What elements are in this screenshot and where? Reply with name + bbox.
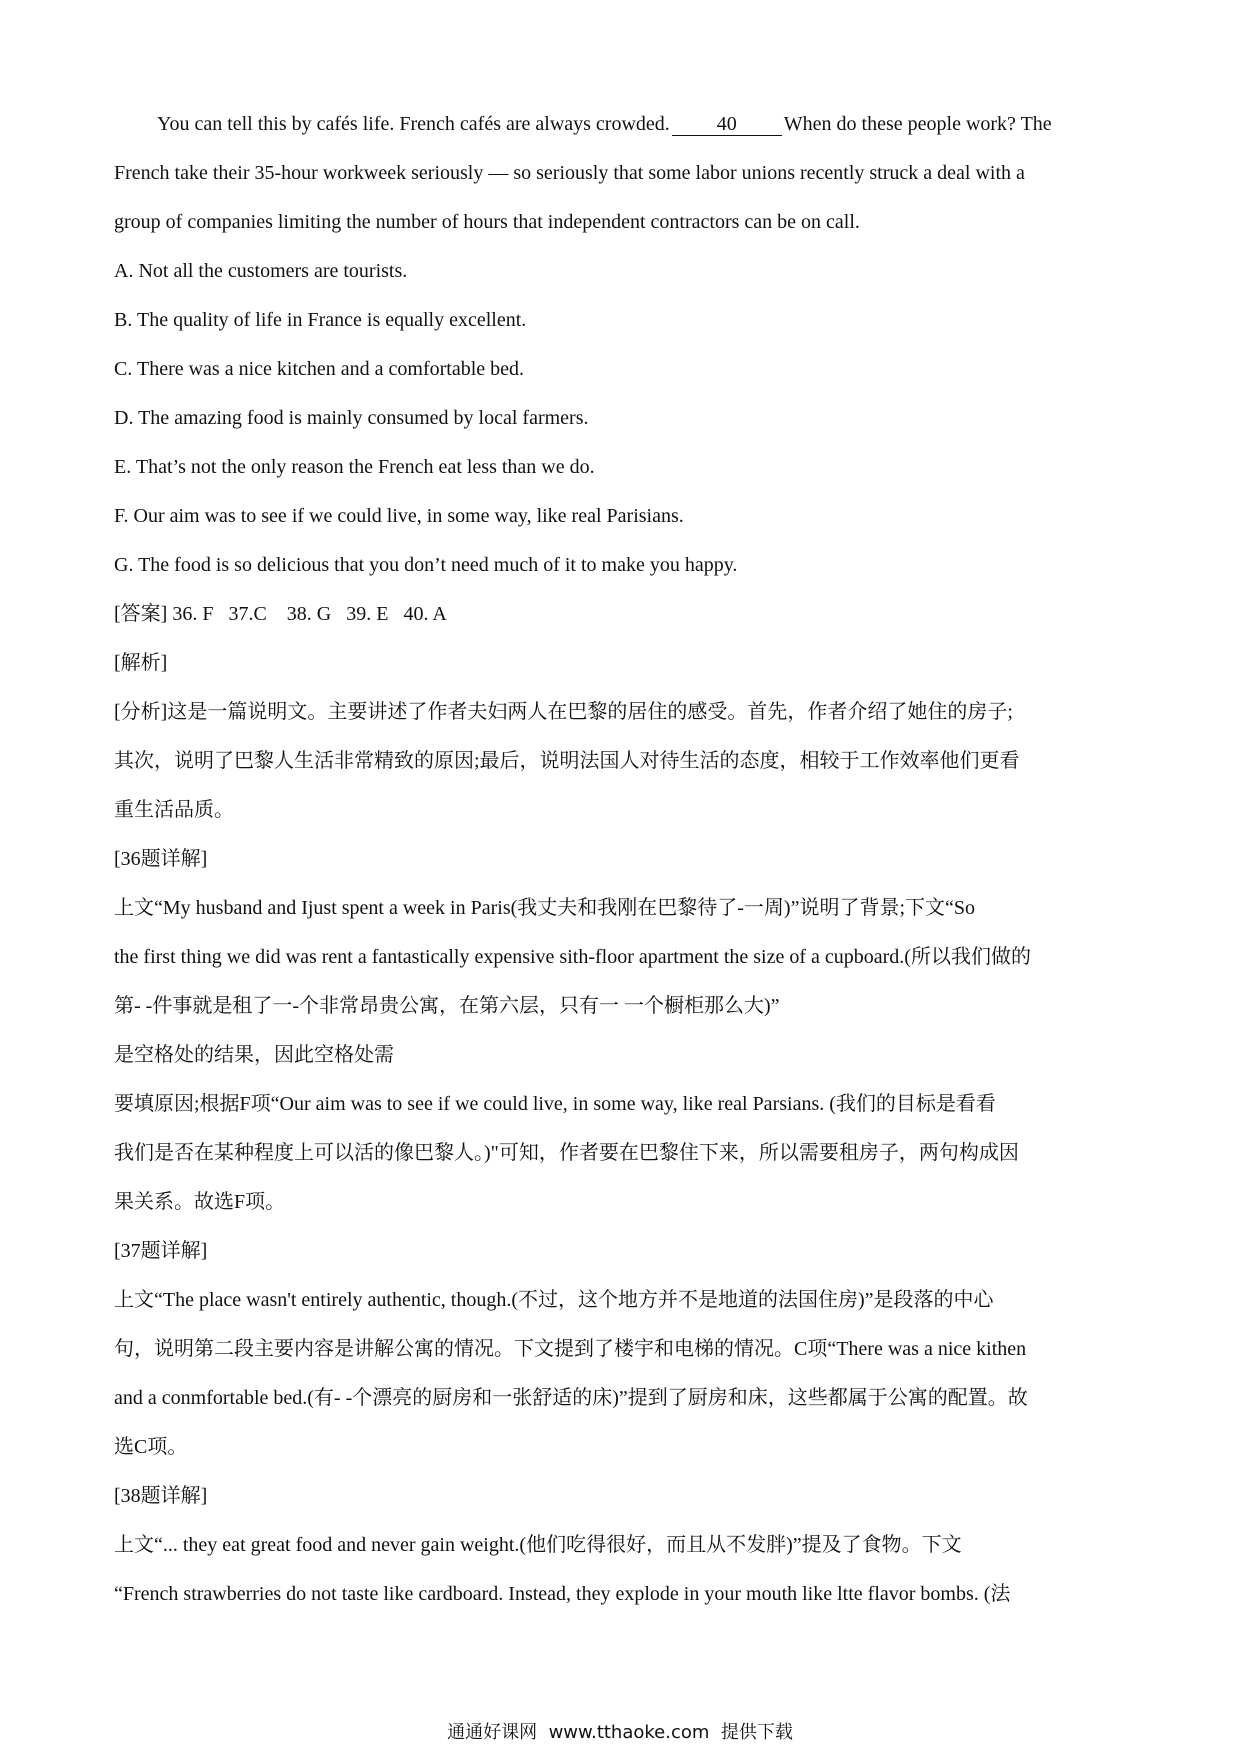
q36-line: 第- -件事就是租了一-个非常昂贵公寓，在第六层，只有一 一个橱柜那么大)” (114, 995, 780, 1017)
option-f: F. Our aim was to see if we could live, in some way, like real Parisians. (114, 505, 684, 527)
option-d: D. The amazing food is mainly consumed by local farmers. (114, 407, 589, 429)
option-c: C. There was a nice kitchen and a comfortable bed. (114, 358, 525, 380)
passage-line-2: French take their 35-hour workweek seriously — so seriously that some labor unions recently struck a deal with a (114, 162, 1025, 184)
passage-line-3: group of companies limiting the number of hours that independent contractors can be on call. (114, 211, 860, 233)
passage-text: When do these people work? The (783, 113, 1052, 135)
q36-line: 要填原因;根据F项“Our aim was to see if we could live, in some way, like real Parsians. (我们的目标是看看 (114, 1093, 996, 1115)
q36-line: 果关系。故选F项。 (114, 1191, 286, 1213)
analysis-heading: [解析] (114, 652, 168, 674)
blank-40: 40 (672, 113, 782, 136)
q38-line: 上文“... they eat great food and never gain weight.(他们吃得很好，而且从不发胖)”提及了食物。下文 (114, 1534, 962, 1556)
page-footer: 通通好课网 www.tthaoke.com 提供下载 (447, 1722, 793, 1743)
q36-line: the first thing we did was rent a fantastically expensive sith-floor apartment the size of a cupboard.(所以我们做的 (114, 946, 1031, 968)
q37-line: 选C项。 (114, 1436, 188, 1458)
option-e: E. That’s not the only reason the French eat less than we do. (114, 456, 595, 478)
passage-text: You can tell this by cafés life. French cafés are always crowded. (157, 113, 670, 135)
summary-line: 重生活品质。 (114, 799, 234, 821)
q36-line: 上文“My husband and Ijust spent a week in Paris(我丈夫和我刚在巴黎待了-一周)”说明了背景;下文“So (114, 897, 976, 919)
option-g: G. The food is so delicious that you don’t need much of it to make you happy. (114, 554, 738, 576)
passage-line-1 (114, 100, 1124, 149)
q38-line: “French strawberries do not taste like cardboard. Instead, they explode in your mouth like ltte flavor bombs. (法 (114, 1583, 1011, 1605)
q37-heading: [37题详解] (114, 1240, 208, 1262)
summary-line: [分析]这是一篇说明文。主要讲述了作者夫妇两人在巴黎的居住的感受。首先，作者介绍了她住的房子; (114, 701, 1013, 723)
option-b: B. The quality of life in France is equally excellent. (114, 309, 527, 331)
q37-line: 句，说明第二段主要内容是讲解公寓的情况。下文提到了楼宇和电梯的情况。C项“There was a nice kithen (114, 1338, 1027, 1360)
q37-line: and a conmfortable bed.(有- -个漂亮的厨房和一张舒适的床)”提到了厨房和床，这些都属于公寓的配置。故 (114, 1387, 1028, 1409)
answer-key: [答案] 36. F 37.C 38. G 39. E 40. A (114, 603, 447, 625)
q36-line: 我们是否在某种程度上可以活的像巴黎人。)"可知，作者要在巴黎住下来，所以需要租房子，两句构成因 (114, 1142, 1019, 1164)
summary-line: 其次，说明了巴黎人生活非常精致的原因;最后，说明法国人对待生活的态度，相较于工作效率他们更看 (114, 750, 1020, 772)
document-body (114, 100, 1124, 1619)
q36-line: 是空格处的结果，因此空格处需 (114, 1044, 394, 1066)
q36-heading: [36题详解] (114, 848, 208, 870)
q38-heading: [38题详解] (114, 1485, 208, 1507)
option-a: A. Not all the customers are tourists. (114, 260, 408, 282)
q37-line: 上文“The place wasn't entirely authentic, though.(不过，这个地方并不是地道的法国住房)”是段落的中心 (114, 1289, 994, 1311)
